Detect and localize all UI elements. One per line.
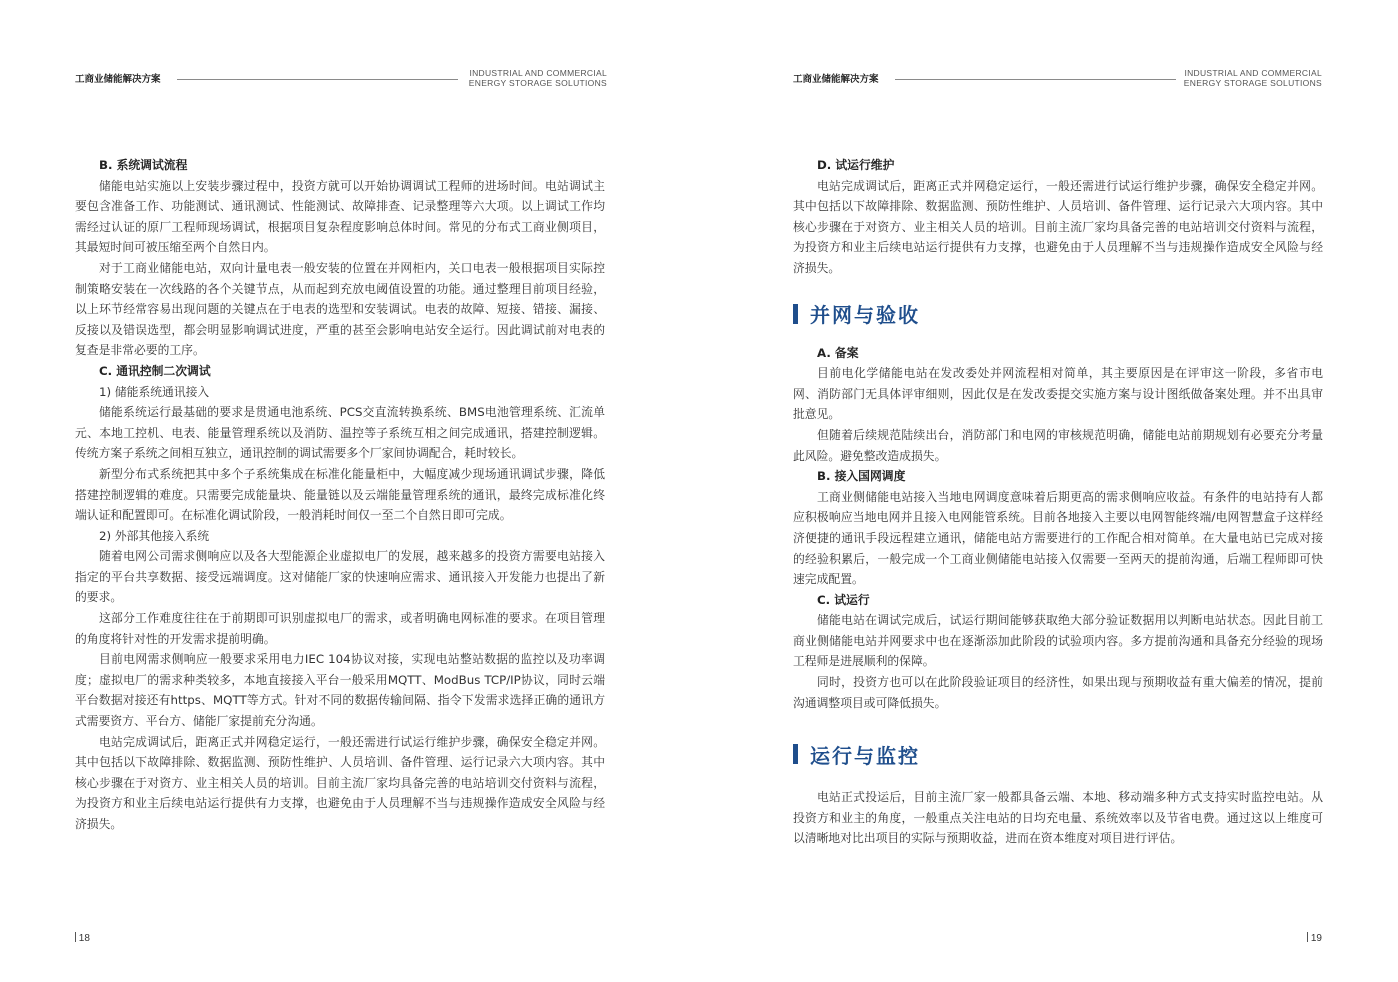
header-english-title (1184, 68, 1322, 88)
paragraph: 随着电网公司需求侧响应以及各大型能源企业虚拟电厂的发展，越来越多的投资方需要电站接入指定的平台共享数据、接受远端调度。这对储能厂家的快速响应需求、通讯接入开发能力也提出了新的要求。 (75, 549, 605, 605)
header-english-line2: ENERGY STORAGE SOLUTIONS (1183, 78, 1322, 88)
page-number (75, 932, 90, 944)
page-number-tick (1307, 932, 1308, 942)
paragraph: 目前电网需求侧响应一般要求采用电力IEC 104协议对接，实现电站整站数据的监控以及功率调度；虚拟电厂的需求种类较多，本地直接接入平台一般采用MQTT、ModBus TCP/IP协议，同时云端平台数据对接还有https、MQTT等方式。针对不同的数据传输间隔、指令下发需求选择正确的通讯方式需要资方、平台方、储能厂家提前充分沟通。 (75, 652, 605, 729)
paragraph: 电站完成调试后，距离正式并网稳定运行，一般还需进行试运行维护步骤，确保安全稳定并网。其中包括以下故障排除、数据监测、预防性维护、人员培训、备件管理、运行记录六大项内容。其中核心步骤在于对资方、业主相关人员的培训。目前主流厂家均具备完善的电站培训交付资料与流程，为投资方和业主后续电站运行提供有力支撑，也避免由于人员理解不当与违规操作造成安全风险与经济损失。 (793, 178, 1323, 275)
paragraph: 储能电站在调试完成后，试运行期间能够获取绝大部分验证数据用以判断电站状态。因此目前工商业侧储能电站并网要求中也在逐渐添加此阶段的试验项内容。多方提前沟通和具备充分经验的现场工程师是进展顺利的保障。 (793, 613, 1323, 669)
header-english-line2: ENERGY STORAGE SOLUTIONS (468, 78, 607, 88)
subheading-comm-control: C. 通讯控制二次调试 (99, 363, 211, 378)
paragraph: 这部分工作难度往往在于前期即可识别虚拟电厂的需求，或者明确电网标准的要求。在项目管理的角度将针对性的开发需求提前明确。 (75, 611, 605, 646)
subheading-grid-dispatch: B. 接入国网调度 (817, 469, 906, 484)
paragraph: 电站完成调试后，距离正式并网稳定运行，一般还需进行试运行维护步骤，确保安全稳定并网。其中包括以下故障排除、数据监测、预防性维护、人员培训、备件管理、运行记录六大项内容。其中核心步骤在于对资方、业主相关人员的培训。目前主流厂家均具备完善的电站培训交付资料与流程，为投资方和业主后续电站运行提供有力支撑，也避免由于人员理解不当与违规操作造成安全风险与经济损失。 (75, 734, 605, 831)
page-number-text: 18 (78, 933, 90, 944)
section-bar (793, 304, 798, 324)
subheading-trial-run: C. 试运行 (817, 592, 870, 607)
header-rule (895, 79, 1176, 80)
header-english-title (469, 68, 607, 88)
page-number-text: 19 (1310, 933, 1322, 944)
page-number (1307, 932, 1322, 944)
paragraph: 新型分布式系统把其中多个子系统集成在标准化能量柜中，大幅度减少现场通讯调试步骤，降低搭建控制逻辑的难度。只需要完成能量块、能量链以及云端能量管理系统的通讯，最终完成标准化终端认证和配置即可。在标准化调试阶段，一般消耗时间仅一至二个自然日即可完成。 (75, 466, 605, 523)
header-rule (177, 79, 458, 80)
paragraph: 但随着后续规范陆续出台，消防部门和电网的审核规范明确，储能电站前期规划有必要充分考量此风险。避免整改造成损失。 (793, 427, 1323, 463)
subheading-system-debug: B. 系统调试流程 (99, 158, 188, 172)
paragraph: 电站正式投运后，目前主流厂家一般都具备云端、本地、移动端多种方式支持实时监控电站。从投资方和业主的角度，一般重点关注电站的日均充电量、系统效率以及节省电费。通过这以上维度可以清晰地对比出项目的实际与预期收益，进而在资本维度对项目进行评估。 (793, 790, 1323, 846)
paragraph: 同时，投资方也可以在此阶段验证项目的经济性，如果出现与预期收益有重大偏差的情况，提前沟通调整项目或可降低损失。 (793, 675, 1323, 710)
left-page-body (75, 155, 605, 835)
header-title: 工商业储能解决方案 (75, 74, 161, 85)
section-title-grid-acceptance (793, 299, 1323, 329)
right-page-body (793, 155, 1323, 849)
paragraph: 目前电化学储能电站在发改委处并网流程相对简单，其主要原因是在评审这一阶段，多省市电网、消防部门无具体评审细则，因此仅是在发改委提交实施方案与设计图纸做备案处理。并不出具审批意见。 (793, 366, 1323, 422)
section-title-operation-monitoring (793, 739, 1323, 769)
subheading-trial-maintenance: D. 试运行维护 (817, 158, 895, 172)
section-bar (793, 744, 798, 764)
sub-item-storage-comm: 1) 储能系统通讯接入 (99, 384, 210, 399)
header-title: 工商业储能解决方案 (793, 74, 879, 85)
page-number-tick (75, 932, 76, 942)
paragraph: 储能系统运行最基础的要求是贯通电池系统、PCS交直流转换系统、BMS电池管理系统、汇流单元、本地工控机、电表、能量管理系统以及消防、温控等子系统互相之间完成通讯，搭建控制逻辑。传统方案子系统之间相互独立，通讯控制的调试需要多个厂家间协调配合，耗时较长。 (75, 405, 605, 461)
sub-item-external-systems: 2) 外部其他接入系统 (99, 528, 210, 543)
header-english-line1: INDUSTRIAL AND COMMERCIAL (469, 68, 607, 78)
right-page (699, 0, 1398, 982)
paragraph: 工商业侧储能电站接入当地电网调度意味着后期更高的需求侧响应收益。有条件的电站持有人都应积极响应当地电网并且接入电网能管系统。目前各地接入主要以电网智能终端/电网智慧盒子这样经济便捷的通讯手段远程建立通讯，储能电站方需要进行的工作配合相对简单。在大量电站已完成对接的经验积累后，一般完成一个工商业侧储能电站接入仅需要一至两天的提前沟通，后端工程师即可快速完成配置。 (793, 489, 1323, 587)
header-english-line1: INDUSTRIAL AND COMMERCIAL (1184, 68, 1322, 78)
paragraph: 储能电站实施以上安装步骤过程中，投资方就可以开始协调调试工程师的进场时间。电站调试主要包含准备工作、功能测试、通讯测试、性能测试、故障排查、记录整理等六大项。以上调试工作均需经过认证的原厂工程师现场调试，根据项目复杂程度影响总体时间。常见的分布式工商业侧项目，其最短时间可被压缩至两个自然日内。 (75, 178, 605, 255)
paragraph: 对于工商业储能电站，双向计量电表一般安装的位置在并网柜内，关口电表一般根据项目实际控制策略安装在一次线路的各个关键节点，从而起到充放电阈值设置的功能。通过整理目前项目经验，以上环节经常容易出现问题的关键点在于电表的选型和安装调试。电表的故障、短接、错接、漏接、反接以及错误选型，都会明显影响调试进度，严重的甚至会影响电站安全运行。因此调试前对电表的复查是非常必要的工序。 (75, 260, 605, 358)
section-title-text: 运行与监控 (810, 743, 920, 768)
section-title-text: 并网与验收 (810, 303, 920, 328)
subheading-filing: A. 备案 (817, 345, 859, 360)
